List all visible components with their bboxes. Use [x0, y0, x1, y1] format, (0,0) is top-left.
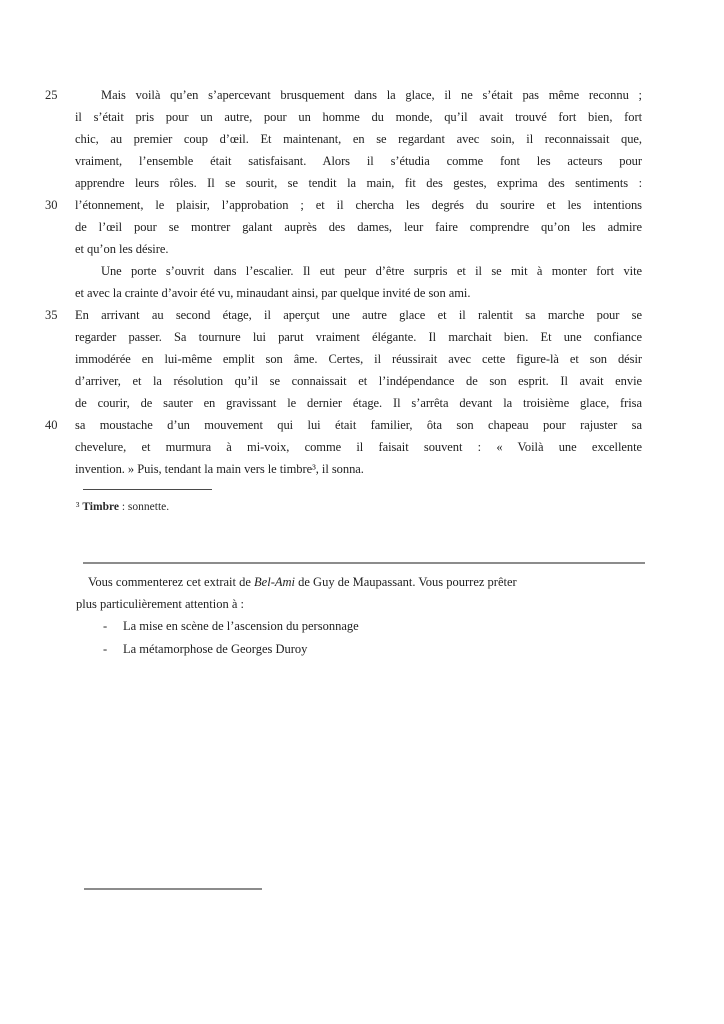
bullet-item [76, 638, 643, 661]
line-row [45, 414, 642, 436]
commentary-intro-line2: plus particulièrement attention à : [76, 597, 244, 611]
line-text: apprendre leurs rôles. Il se sourit, se tendit la main, fit des gestes, exprima des sentiments : [75, 176, 642, 190]
line-text: chevelure, et murmura à mi-voix, comme il faisait souvent : « Voilà une excellente [75, 440, 642, 454]
line-row [45, 348, 642, 370]
footnote-term: Timbre [82, 501, 119, 513]
line-row [45, 172, 642, 194]
bullet-item [76, 615, 643, 638]
line-row [45, 458, 642, 480]
line-row [45, 326, 642, 348]
line-text: Une porte s’ouvrit dans l’escalier. Il eut peur d’être surpris et il se mit à monter fort vite [101, 264, 642, 278]
line-number [45, 150, 75, 172]
commentary-separator [83, 562, 645, 564]
line-number [45, 106, 75, 128]
line-number: 35 [45, 308, 58, 322]
line-row [45, 194, 642, 216]
line-number [45, 216, 75, 238]
line-text: Mais voilà qu’en s’apercevant brusquement dans la glace, il ne s’était pas même reconnu ; [101, 88, 642, 102]
line-text: d’arriver, et la résolution qu’il se connaissait et l’indépendance de son esprit. Il avait envie [75, 374, 642, 388]
commentary-intro-post: de Guy de Maupassant. Vous pourrez prêter [295, 575, 517, 589]
line-number [45, 282, 75, 304]
line-number [45, 436, 75, 458]
line-number [45, 326, 75, 348]
commentary [76, 571, 643, 660]
line-text: invention. » Puis, tendant la main vers le timbre³, il sonna. [75, 462, 364, 476]
line-number [45, 348, 75, 370]
line-number [45, 392, 75, 414]
footnote-definition: : sonnette. [118, 501, 170, 513]
line-number: 25 [45, 88, 58, 102]
footnote-marker: ³ [76, 501, 83, 513]
line-number [45, 260, 75, 282]
footnote-separator [83, 489, 212, 490]
line-row [45, 216, 642, 238]
line-text: En arrivant au second étage, il aperçut une autre glace et il ralentit sa marche pour se [75, 308, 642, 322]
line-number [45, 128, 75, 150]
line-number [45, 172, 75, 194]
commentary-intro-line1 [76, 571, 643, 593]
line-row [45, 392, 642, 414]
line-text: vraiment, l’ensemble était satisfaisant. Alors il s’étudia comme font les acteurs pour [75, 154, 642, 168]
text-block [45, 84, 642, 480]
line-number: 40 [45, 418, 58, 432]
line-row [45, 304, 642, 326]
line-row [45, 128, 642, 150]
line-text: et avec la crainte d’avoir été vu, minaudant ainsi, par quelque invité de son ami. [75, 286, 471, 300]
line-row [45, 282, 642, 304]
line-text: immodérée en lui-même emplit son âme. Certes, il réussirait avec cette figure-là et son désir [75, 352, 642, 366]
line-row [45, 370, 642, 392]
line-number: 30 [45, 198, 58, 212]
line-row [45, 150, 642, 172]
line-text: de courir, de sauter en gravissant le dernier étage. Il s’arrêta devant la troisième glace, frisa [75, 396, 642, 410]
line-row [45, 238, 642, 260]
line-text: chic, au premier coup d’œil. Et maintenant, en se regardant avec soin, il reconnaissait que, [75, 132, 642, 146]
bullet-list [76, 615, 643, 660]
line-text: l’étonnement, le plaisir, l’approbation ; et il chercha les degrés du sourire et les intentions [75, 198, 642, 212]
line-number [45, 238, 75, 260]
bottom-rule [84, 888, 262, 890]
line-number [45, 458, 75, 480]
line-text: il s’était pris pour un autre, pour un homme du monde, qu’il avait trouvé fort bien, fort [75, 110, 642, 124]
footnote [76, 499, 169, 515]
bullet-text: La métamorphose de Georges Duroy [123, 641, 308, 656]
line-text: sa moustache d’un mouvement qui lui était familier, ôta son chapeau pour rajuster sa [75, 418, 642, 432]
commentary-intro-pre: Vous commenterez cet extrait de [88, 575, 255, 589]
line-row [45, 84, 642, 106]
line-row [45, 106, 642, 128]
commentary-book-title: Bel-Ami [254, 575, 295, 589]
bullet-dash: - [103, 619, 108, 633]
line-row [45, 436, 642, 458]
line-text: regarder passer. Sa tournure lui parut vraiment élégante. Il marchait bien. Et une confiance [75, 330, 642, 344]
line-row [45, 260, 642, 282]
line-number [45, 370, 75, 392]
bullet-text: La mise en scène de l’ascension du personnage [123, 619, 359, 633]
bullet-dash: - [103, 641, 108, 656]
line-text: et qu’on les désire. [75, 242, 169, 256]
line-text: de l’œil pour se montrer galant auprès des dames, leur faire comprendre qu’on les admire [75, 220, 642, 234]
